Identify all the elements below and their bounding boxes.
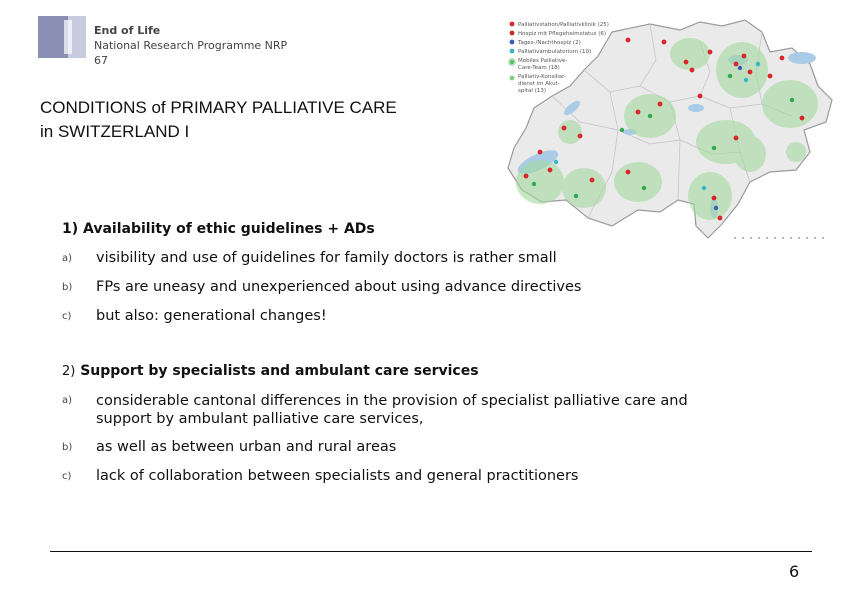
legend-label-consult-3: spital (13) — [518, 88, 546, 94]
list-item — [62, 433, 688, 462]
legend-item-mobile-team — [508, 58, 567, 71]
section-heading-text: Availability of ethic guidelines + ADs — [83, 221, 375, 237]
facility-marker — [658, 102, 663, 107]
list-item-label: c) — [62, 471, 72, 482]
list-item-label: c) — [62, 311, 72, 322]
logo-title: End of Life — [94, 24, 161, 37]
section-heading-text: Support by specialists and ambulant care services — [80, 363, 479, 379]
facility-marker — [780, 56, 785, 61]
switzerland-palliative-care-map — [500, 12, 840, 244]
facility-marker — [728, 74, 732, 78]
list-item-text: FPs are uneasy and unexperienced about using advance directives — [96, 279, 582, 295]
facility-marker — [562, 126, 567, 131]
facility-marker — [748, 70, 753, 75]
page-number: 6 — [789, 562, 800, 581]
legend-label-mobile-team-2: Care-Team (18) — [518, 65, 560, 71]
facility-marker — [742, 54, 747, 59]
footer-divider — [50, 551, 812, 552]
title-line-1: CONDITIONS of PRIMARY PALLIATIVE CARE — [40, 98, 397, 117]
list-item-label: a) — [62, 253, 73, 264]
facility-marker — [620, 128, 624, 132]
list-item — [62, 273, 581, 302]
list-item — [62, 462, 688, 491]
list-item-text: as well as between urban and rural areas — [96, 439, 397, 455]
facility-marker — [734, 136, 739, 141]
list-item — [62, 392, 688, 428]
facility-marker — [524, 174, 529, 179]
facility-marker — [698, 94, 703, 99]
facility-marker — [648, 114, 652, 118]
legend-item-day-hospice — [510, 40, 581, 46]
section-number: 1) — [62, 221, 79, 237]
list-item-text: visibility and use of guidelines for family doctors is rather small — [96, 250, 557, 266]
legend-label-palliative-unit: Palliativstation/Palliativklinik (25) — [518, 22, 609, 28]
facility-marker — [578, 134, 583, 139]
title-line-2: in SWITZERLAND I — [40, 122, 190, 141]
legend-label-outpatient: Palliativambulatorium (10) — [518, 49, 592, 55]
list-item-text-line-1: considerable cantonal differences in the provision of specialist palliative care and — [96, 393, 688, 409]
facility-marker — [548, 168, 553, 173]
facility-marker — [768, 74, 773, 79]
legend-label-consult-1: Palliativ-Konsiliar- — [518, 74, 567, 80]
list-item-text: but also: generational changes! — [96, 308, 327, 324]
logo-subtitle: National Research Programme NRP 67 — [94, 39, 288, 67]
list-item-text: lack of collaboration between specialists and general practitioners — [96, 468, 579, 484]
facility-marker — [714, 206, 718, 210]
list-item-text-line-2: support by ambulant palliative care services, — [96, 411, 424, 427]
facility-marker — [554, 160, 558, 164]
facility-marker — [712, 146, 716, 150]
legend-item-outpatient — [510, 49, 592, 55]
list-item — [62, 302, 581, 331]
facility-marker — [800, 116, 805, 121]
section-heading — [62, 215, 581, 244]
facility-marker — [574, 194, 578, 198]
map-scale-bar — [734, 237, 824, 239]
list-item-label: b) — [62, 282, 73, 293]
legend-label-hospice: Hospiz mit Pflegeheimstatus (6) — [518, 31, 607, 37]
legend-label-mobile-team-1: Mobiles Palliative- — [518, 58, 568, 64]
list-item — [62, 244, 581, 273]
facility-marker — [532, 182, 536, 186]
facility-marker — [662, 40, 667, 45]
legend-item-hospice — [510, 31, 606, 37]
facility-marker — [712, 196, 717, 201]
facility-marker — [636, 110, 641, 115]
facility-marker — [702, 186, 706, 190]
nrp67-logo — [38, 16, 298, 67]
legend-item-consult-service — [510, 74, 566, 94]
facility-marker — [790, 98, 794, 102]
facility-marker — [642, 186, 646, 190]
facility-marker — [744, 78, 748, 82]
facility-marker — [708, 50, 713, 55]
facility-marker — [738, 66, 742, 70]
facility-marker — [718, 216, 723, 221]
page-title — [40, 96, 500, 144]
section-heading — [62, 357, 688, 386]
section-specialist-support — [62, 357, 688, 491]
nrp-logo-icon — [38, 16, 86, 58]
legend-label-day-hospice: Tages-/Nachthospiz (2) — [518, 40, 581, 46]
facility-marker — [590, 178, 595, 183]
legend-label-consult-2: dienst im Akut- — [518, 81, 560, 87]
facility-marker — [756, 62, 760, 66]
legend-item-palliative-unit — [510, 22, 609, 28]
facility-marker — [626, 38, 631, 43]
list-item-label: a) — [62, 395, 73, 406]
facility-marker — [690, 68, 695, 73]
section-number: 2) — [62, 364, 76, 379]
facility-marker — [684, 60, 689, 65]
facility-marker — [626, 170, 631, 175]
list-item-label: b) — [62, 442, 73, 453]
facility-marker — [538, 150, 543, 155]
facility-marker — [734, 62, 739, 67]
section-ethic-guidelines — [62, 215, 581, 331]
